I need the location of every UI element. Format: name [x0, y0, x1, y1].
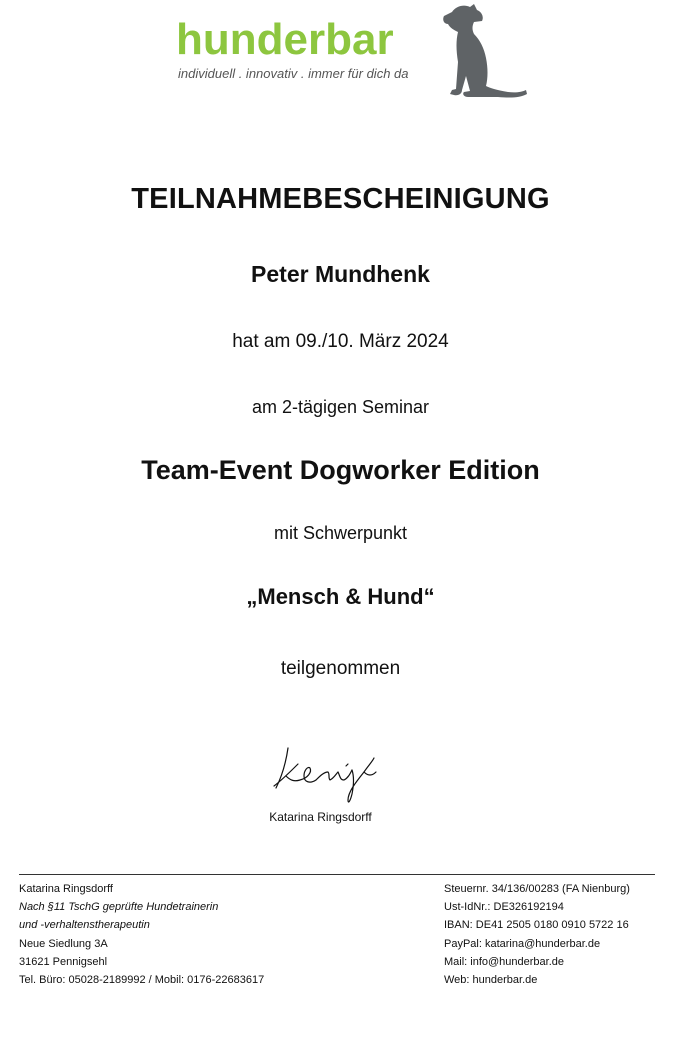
event-title: Team-Event Dogworker Edition [141, 455, 540, 485]
handwritten-signature [268, 742, 398, 808]
signer-name: Katarina Ringsdorff [269, 810, 372, 824]
participated-line: teilgenommen [280, 658, 401, 679]
focus-line: mit Schwerpunkt [273, 523, 408, 543]
footer-line: und -verhaltenstherapeutin [19, 919, 150, 932]
footer-line: Web: hunderbar.de [444, 974, 538, 987]
footer-line: Steuernr. 34/136/00283 (FA Nienburg) [444, 883, 630, 895]
logo-tagline: individuell . innovativ . immer für dich da [178, 66, 409, 81]
certificate-title: TEILNAHMEBESCHEINIGUNG [131, 183, 550, 215]
footer-line: Ust-IdNr.: DE326192194 [444, 901, 564, 914]
footer-line: Katarina Ringsdorff [19, 883, 113, 895]
footer-line: PayPal: katarina@hunderbar.de [444, 937, 601, 950]
logo-wordmark: hunderbar [176, 15, 394, 64]
footer-divider [19, 874, 655, 875]
participant-name: Peter Mundhenk [251, 261, 430, 287]
seminar-line: am 2-tägigen Seminar [251, 397, 430, 417]
footer-line: Tel. Büro: 05028-2189992 / Mobil: 0176-22683617 [19, 974, 265, 987]
focus-title: „Mensch & Hund“ [246, 584, 435, 609]
footer-contact [19, 880, 264, 989]
footer-business-info [444, 880, 630, 989]
footer-line: Neue Siedlung 3A [19, 937, 108, 950]
footer-line: 31621 Pennigsehl [19, 955, 108, 968]
sitting-dog-icon [428, 2, 538, 102]
footer-line: Mail: info@hunderbar.de [444, 955, 565, 968]
footer-line: Nach §11 TschG geprüfte Hundetrainerin [19, 901, 219, 914]
footer-line: IBAN: DE41 2505 0180 0910 5722 16 [444, 919, 629, 932]
company-logo [176, 14, 536, 110]
date-line: hat am 09./10. März 2024 [232, 331, 449, 352]
